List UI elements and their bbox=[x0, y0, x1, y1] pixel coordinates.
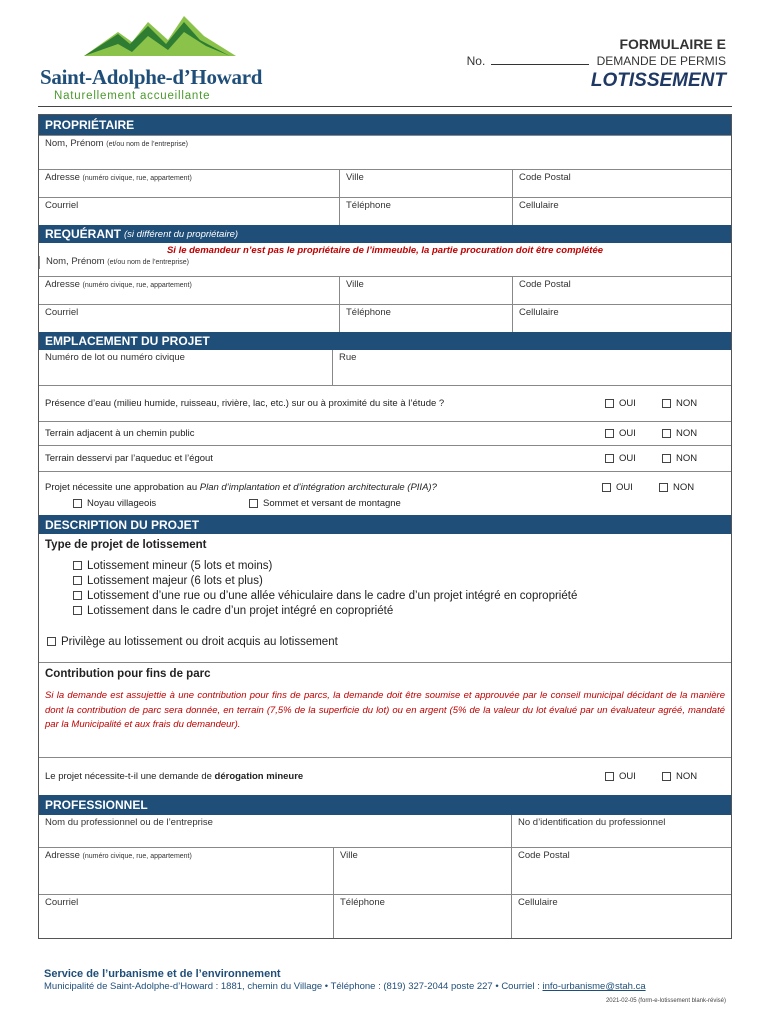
piia-no-checkbox[interactable]: NON bbox=[659, 482, 694, 493]
section-description-title: DESCRIPTION DU PROJET bbox=[45, 517, 200, 532]
checkbox-icon bbox=[73, 591, 82, 600]
checkbox-icon bbox=[602, 483, 611, 492]
requester-name-row bbox=[39, 243, 731, 276]
professional-address-field[interactable]: Adresse (numéro civique, rue, appartement) bbox=[45, 850, 192, 861]
footer-reference: 2021-02-05 (form-e-lotissement blank-révisé) bbox=[605, 998, 726, 1004]
checkbox-icon bbox=[73, 576, 82, 585]
requester-contact-row bbox=[39, 304, 731, 332]
street-field[interactable]: Rue bbox=[332, 350, 731, 385]
requester-email-field[interactable]: Courriel bbox=[45, 307, 79, 318]
type-condo-checkbox[interactable]: Lotissement dans le cadre d’un projet intégré en copropriété bbox=[39, 604, 731, 619]
park-heading: Contribution pour fins de parc bbox=[45, 668, 211, 680]
section-description-header bbox=[39, 515, 731, 534]
page-title: LOTISSEMENT bbox=[590, 70, 726, 91]
footer-email-link[interactable]: info-urbanisme@stah.ca bbox=[542, 981, 646, 992]
permit-number-field[interactable] bbox=[491, 55, 589, 65]
footer-contact: Municipalité de Saint-Adolphe-d’Howard : 1881, chemin du Village • Téléphone : (819) 327-2044 poste 227 • Courriel : info-urbanisme@stah.ca bbox=[44, 981, 646, 992]
owner-city-field[interactable]: Ville bbox=[339, 170, 512, 197]
owner-cell-field[interactable]: Cellulaire bbox=[512, 198, 731, 225]
privilege-checkbox[interactable]: Privilège au lotissement ou droit acquis au lotissement bbox=[39, 634, 731, 662]
municipality-logo bbox=[40, 10, 280, 100]
sewer-no-checkbox[interactable]: NON bbox=[662, 453, 731, 464]
form-letter: FORMULAIRE E bbox=[619, 36, 726, 52]
question-piia bbox=[39, 471, 731, 515]
project-type-heading: Type de projet de lotissement bbox=[45, 539, 207, 551]
section-owner-title: PROPRIÉTAIRE bbox=[45, 118, 135, 132]
owner-email-field[interactable]: Courriel bbox=[45, 200, 79, 211]
requester-warning: Si le demandeur n’est pas le propriétaire de l’immeuble, la partie procuration doit être complétée bbox=[166, 245, 604, 256]
permit-label: DEMANDE DE PERMIS bbox=[596, 54, 726, 68]
logo-tagline: Naturellement accueillante bbox=[54, 90, 211, 102]
checkbox-icon bbox=[73, 606, 82, 615]
checkbox-icon bbox=[605, 772, 614, 781]
section-requester-header bbox=[39, 225, 731, 243]
park-contribution-block bbox=[39, 662, 731, 757]
permit-number-label: No. bbox=[466, 54, 486, 68]
checkbox-icon bbox=[73, 499, 82, 508]
owner-contact-row bbox=[39, 197, 731, 225]
requester-cell-field[interactable]: Cellulaire bbox=[512, 305, 731, 332]
requester-address-field[interactable]: Adresse (numéro civique, rue, appartement) bbox=[45, 279, 192, 290]
question-derogation bbox=[39, 757, 731, 795]
checkbox-icon bbox=[662, 399, 671, 408]
question-road-label: Terrain adjacent à un chemin public bbox=[45, 428, 195, 439]
type-minor-checkbox[interactable]: Lotissement mineur (5 lots et moins) bbox=[39, 559, 731, 574]
water-no-checkbox[interactable]: NON bbox=[662, 398, 731, 409]
professional-name-row bbox=[39, 815, 731, 847]
type-street-checkbox[interactable]: Lotissement d’une rue ou d’une allée véhiculaire dans le cadre d’un projet intégré en copropriété bbox=[39, 589, 731, 604]
checkbox-icon bbox=[659, 483, 668, 492]
piia-mountain-checkbox[interactable]: Sommet et versant de montagne bbox=[249, 498, 401, 509]
professional-contact-row bbox=[39, 894, 731, 938]
derogation-yes-checkbox[interactable]: OUI bbox=[605, 771, 662, 782]
section-location-header bbox=[39, 332, 731, 350]
professional-city-field[interactable]: Ville bbox=[333, 848, 511, 894]
question-water-label: Présence d’eau (milieu humide, ruisseau, rivière, lac, etc.) sur ou à proximité du site à l’étude ? bbox=[45, 398, 445, 409]
mountain-logo-icon bbox=[80, 12, 240, 60]
section-requester-title: REQUÉRANT bbox=[45, 227, 122, 241]
location-lot-row bbox=[39, 350, 731, 385]
requester-address-row bbox=[39, 276, 731, 304]
section-professional-header bbox=[39, 795, 731, 815]
professional-postal-field[interactable]: Code Postal bbox=[511, 848, 731, 894]
owner-address-row bbox=[39, 169, 731, 197]
road-yes-checkbox[interactable]: OUI bbox=[605, 428, 662, 439]
checkbox-icon bbox=[249, 499, 258, 508]
requester-postal-field[interactable]: Code Postal bbox=[512, 277, 731, 304]
lot-number-field[interactable]: Numéro de lot ou numéro civique bbox=[45, 352, 185, 363]
owner-postal-field[interactable]: Code Postal bbox=[512, 170, 731, 197]
owner-name-row bbox=[39, 135, 731, 169]
derogation-no-checkbox[interactable]: NON bbox=[662, 771, 731, 782]
owner-phone-field[interactable]: Téléphone bbox=[339, 198, 512, 225]
checkbox-icon bbox=[605, 429, 614, 438]
professional-email-field[interactable]: Courriel bbox=[45, 897, 79, 908]
professional-name-field[interactable]: Nom du professionnel ou de l’entreprise bbox=[45, 817, 213, 828]
professional-cell-field[interactable]: Cellulaire bbox=[511, 895, 731, 938]
logo-name: Saint-Adolphe-d’Howard bbox=[40, 65, 263, 89]
question-road bbox=[39, 421, 731, 445]
question-sewer bbox=[39, 445, 731, 471]
checkbox-icon bbox=[73, 561, 82, 570]
checkbox-icon bbox=[662, 454, 671, 463]
sewer-yes-checkbox[interactable]: OUI bbox=[605, 453, 662, 464]
requester-name-field[interactable]: Nom, Prénom (et/ou nom de l’entreprise) bbox=[39, 256, 731, 269]
checkbox-icon bbox=[662, 772, 671, 781]
checkbox-icon bbox=[47, 637, 56, 646]
professional-id-field[interactable]: No d’identification du professionnel bbox=[511, 815, 731, 847]
section-owner-header bbox=[39, 115, 731, 135]
requester-phone-field[interactable]: Téléphone bbox=[339, 305, 512, 332]
project-type-block bbox=[39, 534, 731, 634]
question-piia-label: Projet nécessite une approbation au Plan d’implantation et d’intégration architecturale (PIIA)? bbox=[45, 482, 437, 493]
header-divider bbox=[38, 106, 732, 107]
section-professional-title: PROFESSIONNEL bbox=[45, 798, 148, 812]
footer-service: Service de l’urbanisme et de l’environnement bbox=[44, 968, 281, 980]
piia-yes-checkbox[interactable]: OUI bbox=[602, 482, 633, 493]
question-water bbox=[39, 385, 731, 421]
professional-phone-field[interactable]: Téléphone bbox=[333, 895, 511, 938]
owner-name-field[interactable]: Nom, Prénom (et/ou nom de l’entreprise) bbox=[45, 138, 188, 149]
type-major-checkbox[interactable]: Lotissement majeur (6 lots et plus) bbox=[39, 574, 731, 589]
road-no-checkbox[interactable]: NON bbox=[662, 428, 731, 439]
section-location-title: EMPLACEMENT DU PROJET bbox=[45, 334, 210, 348]
checkbox-icon bbox=[662, 429, 671, 438]
section-requester-subtitle: (si différent du propriétaire) bbox=[124, 228, 239, 240]
question-sewer-label: Terrain desservi par l’aqueduc et l’égout bbox=[45, 453, 213, 464]
park-note: Si la demande est assujettie à une contribution pour fins de parcs, la demande doit être soumise et approuvée par le conseil municipal décidant de la manière dont la contribution de parc sera donnée, en terrain (7,5% de la superficie du lot) ou en argent (5% de la valeur du lot évalué par un évaluateur agréé, mandaté par la Municipalité et aux frais du demandeur). bbox=[45, 690, 725, 730]
water-yes-checkbox[interactable]: OUI bbox=[605, 398, 662, 409]
piia-village-checkbox[interactable]: Noyau villageois bbox=[73, 498, 156, 509]
permit-line bbox=[467, 54, 726, 68]
checkbox-icon bbox=[605, 399, 614, 408]
question-derogation-label: Le projet nécessite-t-il une demande de dérogation mineure bbox=[45, 771, 304, 782]
owner-address-field[interactable]: Adresse (numéro civique, rue, appartement) bbox=[45, 172, 192, 183]
permit-form bbox=[38, 114, 732, 939]
requester-city-field[interactable]: Ville bbox=[339, 277, 512, 304]
checkbox-icon bbox=[605, 454, 614, 463]
professional-address-row bbox=[39, 847, 731, 894]
